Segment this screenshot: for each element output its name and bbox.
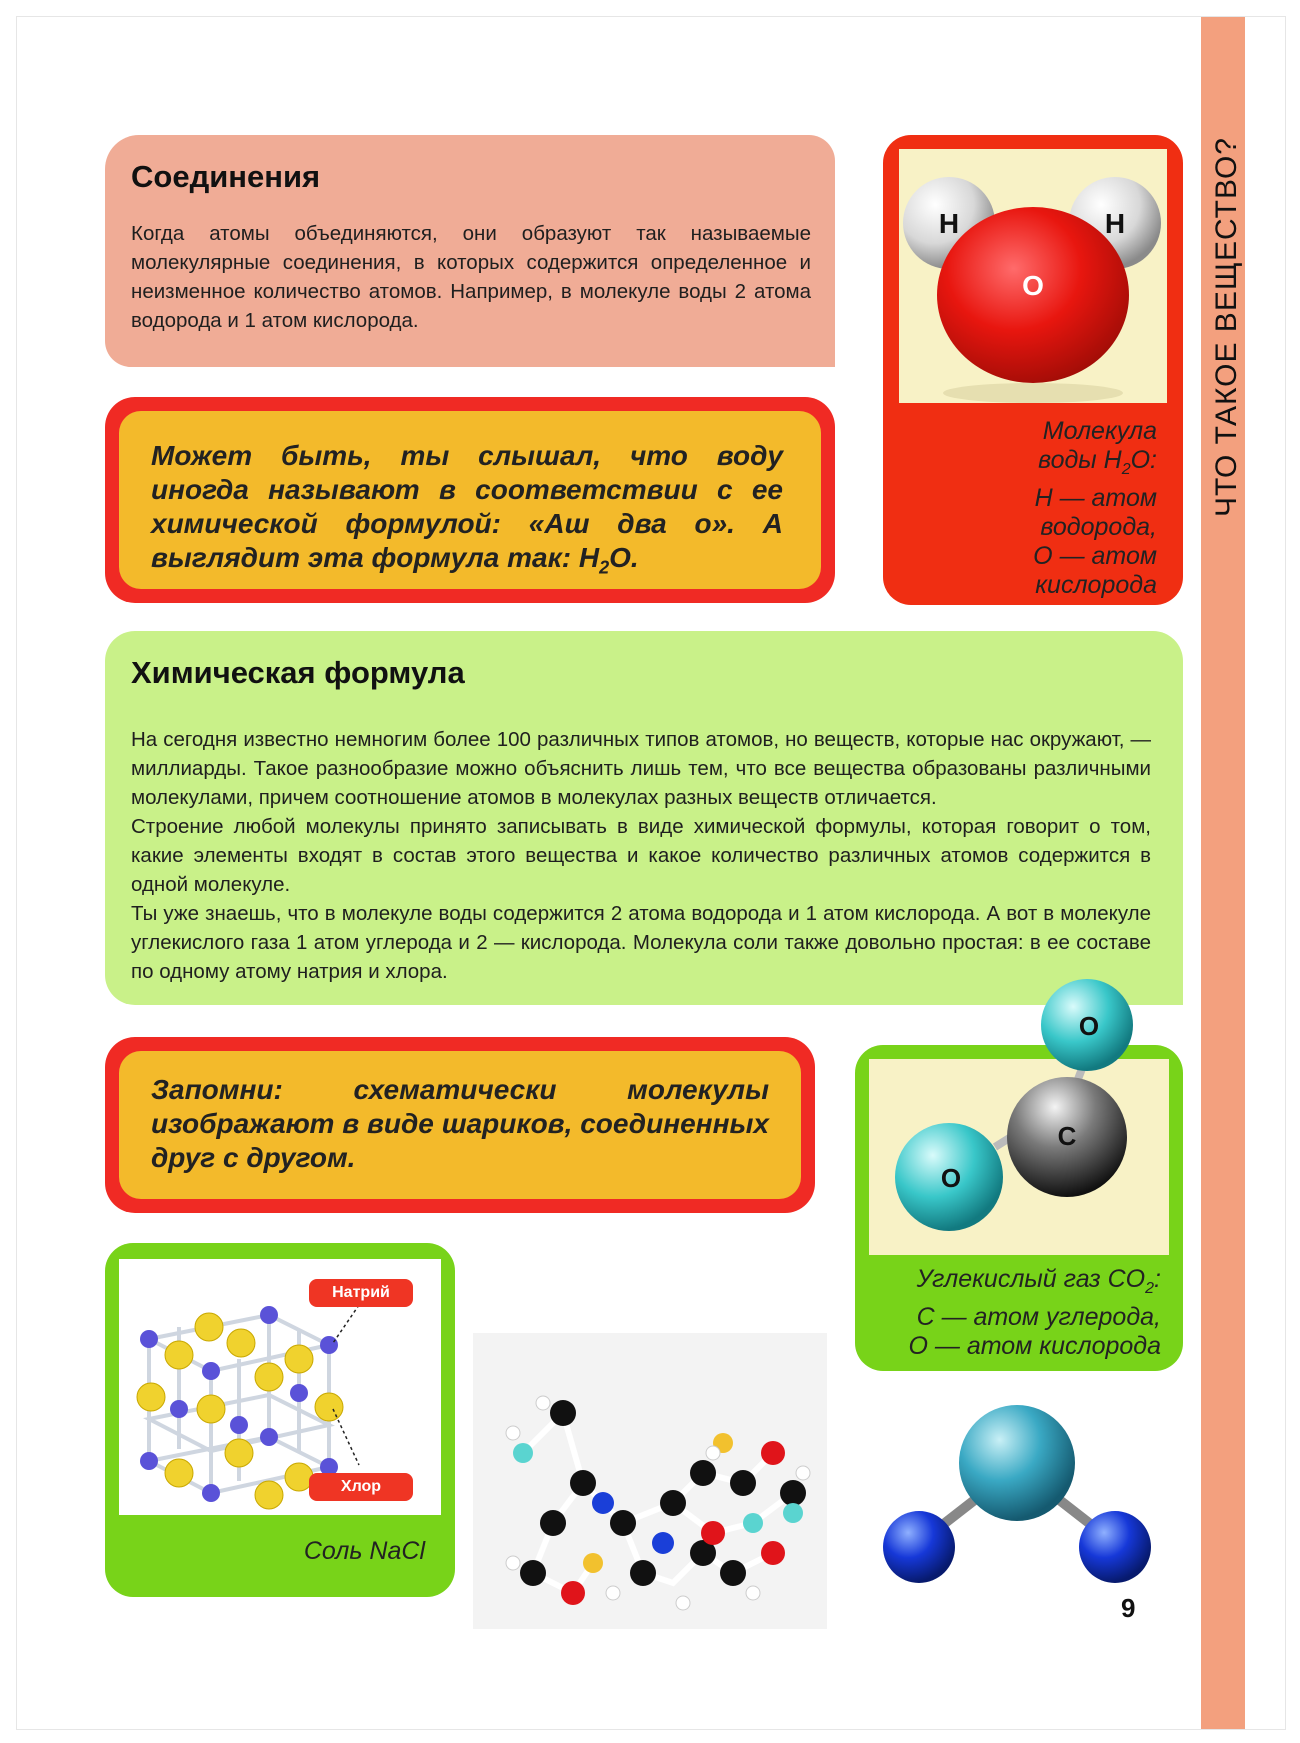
co2-caption <box>861 1265 1161 1361</box>
label-h2: H <box>1104 208 1126 239</box>
chapter-title <box>1207 137 1247 517</box>
formula-title: Химическая формула <box>131 655 465 690</box>
sodium-label: Натрий <box>309 1279 413 1307</box>
water-caption-5: O — атом <box>1033 542 1157 570</box>
water-caption <box>907 417 1157 600</box>
water-molecule-panel <box>883 135 1183 605</box>
co2-caption-1a: Углекислый газ CO <box>916 1265 1146 1293</box>
formula-paragraph-3: Ты уже знаешь, что в молекуле воды содержится 2 атома водорода и 1 атом кислорода. А вот в молекуле углекислого газа 1 атом углерода и 2 — кислорода. Молекула соли также довольно простая: в ее составе по одному атому натрия и хлора. <box>131 902 1151 983</box>
formula-paragraph-2: Строение любой молекулы принято записывать в виде химической формулы, которая говорит о том, какие элементы входят в состав этого вещества и какое количество различных атомов содержится в одной молекуле. <box>131 815 1151 896</box>
formula-h: H <box>578 542 600 573</box>
water-molecule-image <box>899 149 1167 403</box>
page-number: 9 <box>1121 1593 1136 1623</box>
shadow <box>943 383 1123 403</box>
water-caption-2 <box>907 446 1157 484</box>
water-caption-6: кислорода <box>1035 571 1157 599</box>
water-caption-3: H — атом <box>1034 484 1157 512</box>
label-o-left: O <box>940 1163 962 1193</box>
formula-h2o <box>578 542 639 578</box>
co2-caption-1 <box>861 1265 1161 1303</box>
co2-caption-2: C — атом углерода, <box>916 1303 1161 1331</box>
salt-crystal-image <box>119 1259 441 1515</box>
note-remember-text: Запомни: схематически молекулы изображают в виде шариков, соединенных друг с другом. <box>151 1074 769 1173</box>
formula-section <box>105 631 1183 1005</box>
water-molecule-illustration <box>899 149 1167 403</box>
salt-panel <box>105 1243 455 1597</box>
molecule-model-illustration <box>473 1333 827 1629</box>
co2-caption-1c: : <box>1154 1265 1161 1293</box>
compounds-title: Соединения <box>131 159 321 194</box>
note-water-text: Может быть, ты слышал, что воду иногда называют в соответствии с ее химической формулой: «Аш два о». А выглядит эта формула так: <box>151 440 783 573</box>
co2-molecule-illustration <box>877 977 1157 1237</box>
water-caption-2c: O: <box>1130 446 1157 474</box>
formula-sub: 2 <box>599 557 610 578</box>
note-remember-fill <box>119 1051 801 1199</box>
co2-caption-3: O — атом кислорода <box>908 1332 1161 1360</box>
water-caption-4: водорода, <box>1040 513 1157 541</box>
salt-caption: Соль NaCl <box>303 1537 425 1565</box>
left-atom <box>883 1511 955 1583</box>
central-atom <box>959 1405 1075 1521</box>
chapter-title-text: ЧТО ТАКОЕ ВЕЩЕСТВО? <box>1210 137 1243 517</box>
model-bonds <box>523 1413 793 1593</box>
formula-o: O. <box>609 542 639 573</box>
water-caption-2b: 2 <box>1121 461 1131 478</box>
bent-molecule-illustration <box>867 1377 1167 1607</box>
molecule-model-photo <box>473 1333 827 1629</box>
label-c: C <box>1057 1121 1077 1151</box>
formula-paragraph-1: На сегодня известно немногим более 100 различных типов атомов, но веществ, которые нас окружают, — миллиарды. Такое разнообразие можно объяснить лишь тем, что все вещества образованы различными молекулами, причем соотношение атомов в молекулах разных веществ отличается. <box>131 728 1151 809</box>
compounds-section <box>105 135 835 367</box>
compounds-text: Когда атомы объединяются, они образуют так называемые молекулярные соединения, в которых содержится определенное и неизменное количество атомов. Например, в молекуле воды 2 атома водорода и 1 атом кислорода. <box>131 222 811 332</box>
water-caption-1: Молекула <box>1042 417 1157 445</box>
co2-caption-1b: 2 <box>1145 1280 1155 1297</box>
water-caption-2a: воды H <box>1038 446 1122 474</box>
chlorine-label: Хлор <box>309 1473 413 1501</box>
note-remember <box>105 1037 815 1213</box>
formula-text <box>131 725 1151 986</box>
label-o-top: O <box>1078 1011 1100 1041</box>
note-water-formula-text <box>151 439 783 585</box>
label-h1: H <box>938 208 960 239</box>
label-o: O <box>1022 270 1044 301</box>
note-water-formula-fill <box>119 411 821 589</box>
page <box>16 16 1286 1730</box>
right-atom <box>1079 1511 1151 1583</box>
note-water-formula <box>105 397 835 603</box>
sodium-pointer <box>333 1305 359 1343</box>
